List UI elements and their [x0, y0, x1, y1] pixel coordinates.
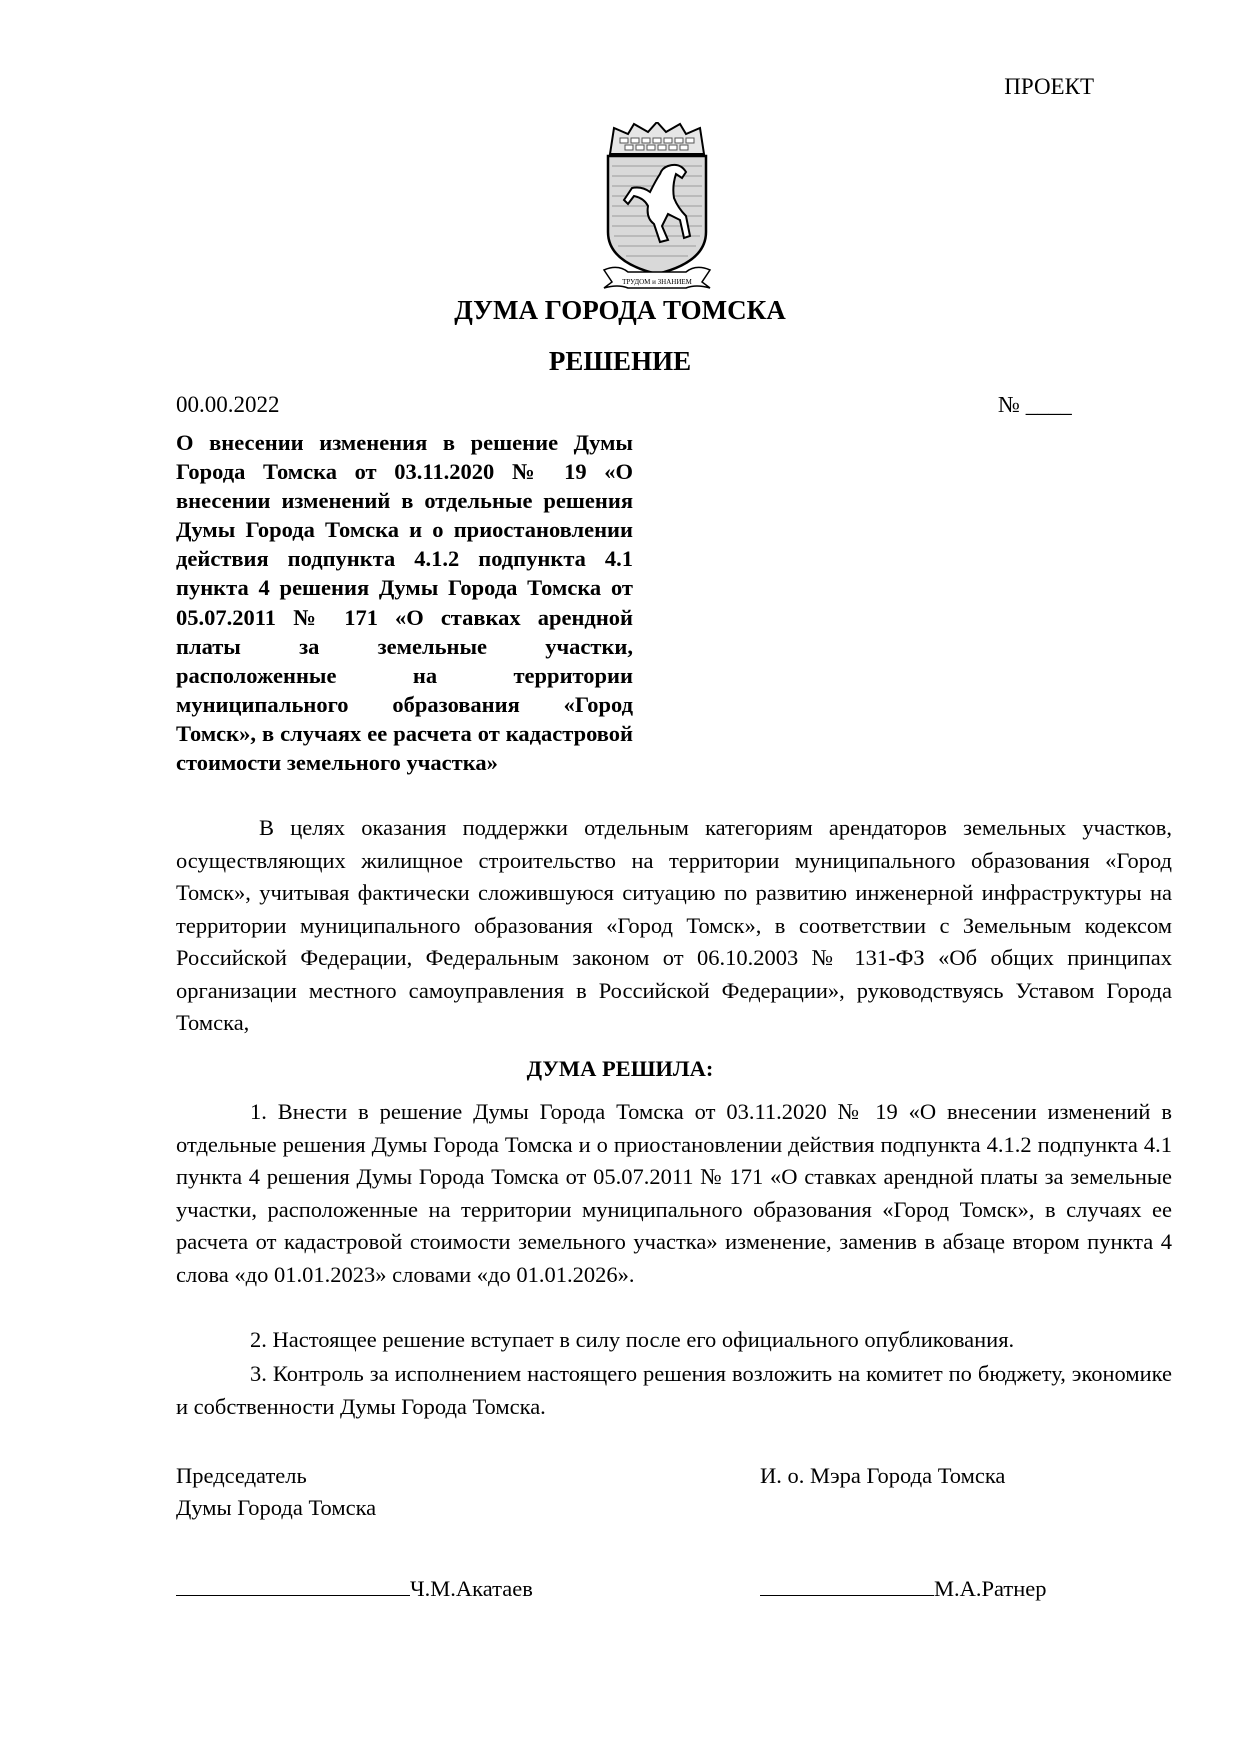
signature-underline	[760, 1575, 934, 1596]
chairman-title-line-1: Председатель	[176, 1463, 307, 1488]
mayor-name: М.А.Ратнер	[934, 1576, 1047, 1601]
chairman-name: Ч.М.Акатаев	[410, 1576, 533, 1601]
mayor-signature-line	[760, 1575, 1047, 1602]
resolved-heading: ДУМА РЕШИЛА:	[526, 1056, 714, 1081]
chairman-title	[176, 1460, 376, 1524]
decision-subject: О внесении изменения в решение Думы Города Томска от 03.11.2020 № 19 «О внесении изменений в отдельные решения Думы Города Томска и о приостановлении действия подпункта 4.1.2 подпункта 4.1 пункта 4 решения Думы Города Томска от 05.07.2011 № 171 «О ставках арендной платы за земельные участки, расположенные на территории муниципального образования «Город Томск», в случаях ее расчета от кадастровой стоимости земельного участка»	[176, 430, 633, 776]
svg-text:ТРУДОМ и ЗНАНИЕМ: ТРУДОМ и ЗНАНИЕМ	[622, 278, 692, 286]
clause-2: 2. Настоящее решение вступает в силу после его официального опубликования.	[250, 1327, 1015, 1352]
document-type: РЕШЕНИЕ	[548, 346, 692, 376]
clause-3: 3. Контроль за исполнением настоящего решения возложить на комитет по бюджету, экономике и собственности Думы Города Томска.	[176, 1361, 1172, 1419]
chairman-signature-line	[176, 1575, 533, 1602]
draft-stamp: ПРОЕКТ	[1004, 74, 1094, 99]
mayor-title: И. о. Мэра Города Томска	[760, 1463, 1006, 1488]
organization-title: ДУМА ГОРОДА ТОМСКА	[454, 295, 786, 325]
signature-underline	[176, 1575, 410, 1596]
clause-1: 1. Внести в решение Думы Города Томска от 03.11.2020 № 19 «О внесении изменений в отдельные решения Думы Города Томска и о приостановлении действия подпункта 4.1.2 подпункта 4.1 пункта 4 решения Думы Города Томска от 05.07.2011 № 171 «О ставках арендной платы за земельные участки, расположенные на территории муниципального образования «Город Томск», в случаях ее расчета от кадастровой стоимости земельного участка» изменение, заменив в абзаце втором пункта 4 слова «до 01.01.2023» словами «до 01.01.2026».	[176, 1099, 1172, 1287]
preamble-paragraph: В целях оказания поддержки отдельным категориям арендаторов земельных участков, осуществляющих жилищное строительство на территории муниципального образования «Город Томск», учитывая фактически сложившуюся ситуацию по развитию инженерной инфраструктуры на территории муниципального образования «Город Томск», в соответствии с Земельным кодексом Российской Федерации, Федеральным законом от 06.10.2003 № 131-ФЗ «Об общих принципах организации местного самоуправления в Российской Федерации», руководствуясь Уставом Города Томска,	[176, 815, 1172, 1035]
chairman-title-line-2: Думы Города Томска	[176, 1495, 377, 1520]
tomsk-coat-of-arms-emblem	[598, 122, 716, 292]
document-date: 00.00.2022	[176, 392, 280, 417]
document-number: № ____	[998, 392, 1072, 417]
